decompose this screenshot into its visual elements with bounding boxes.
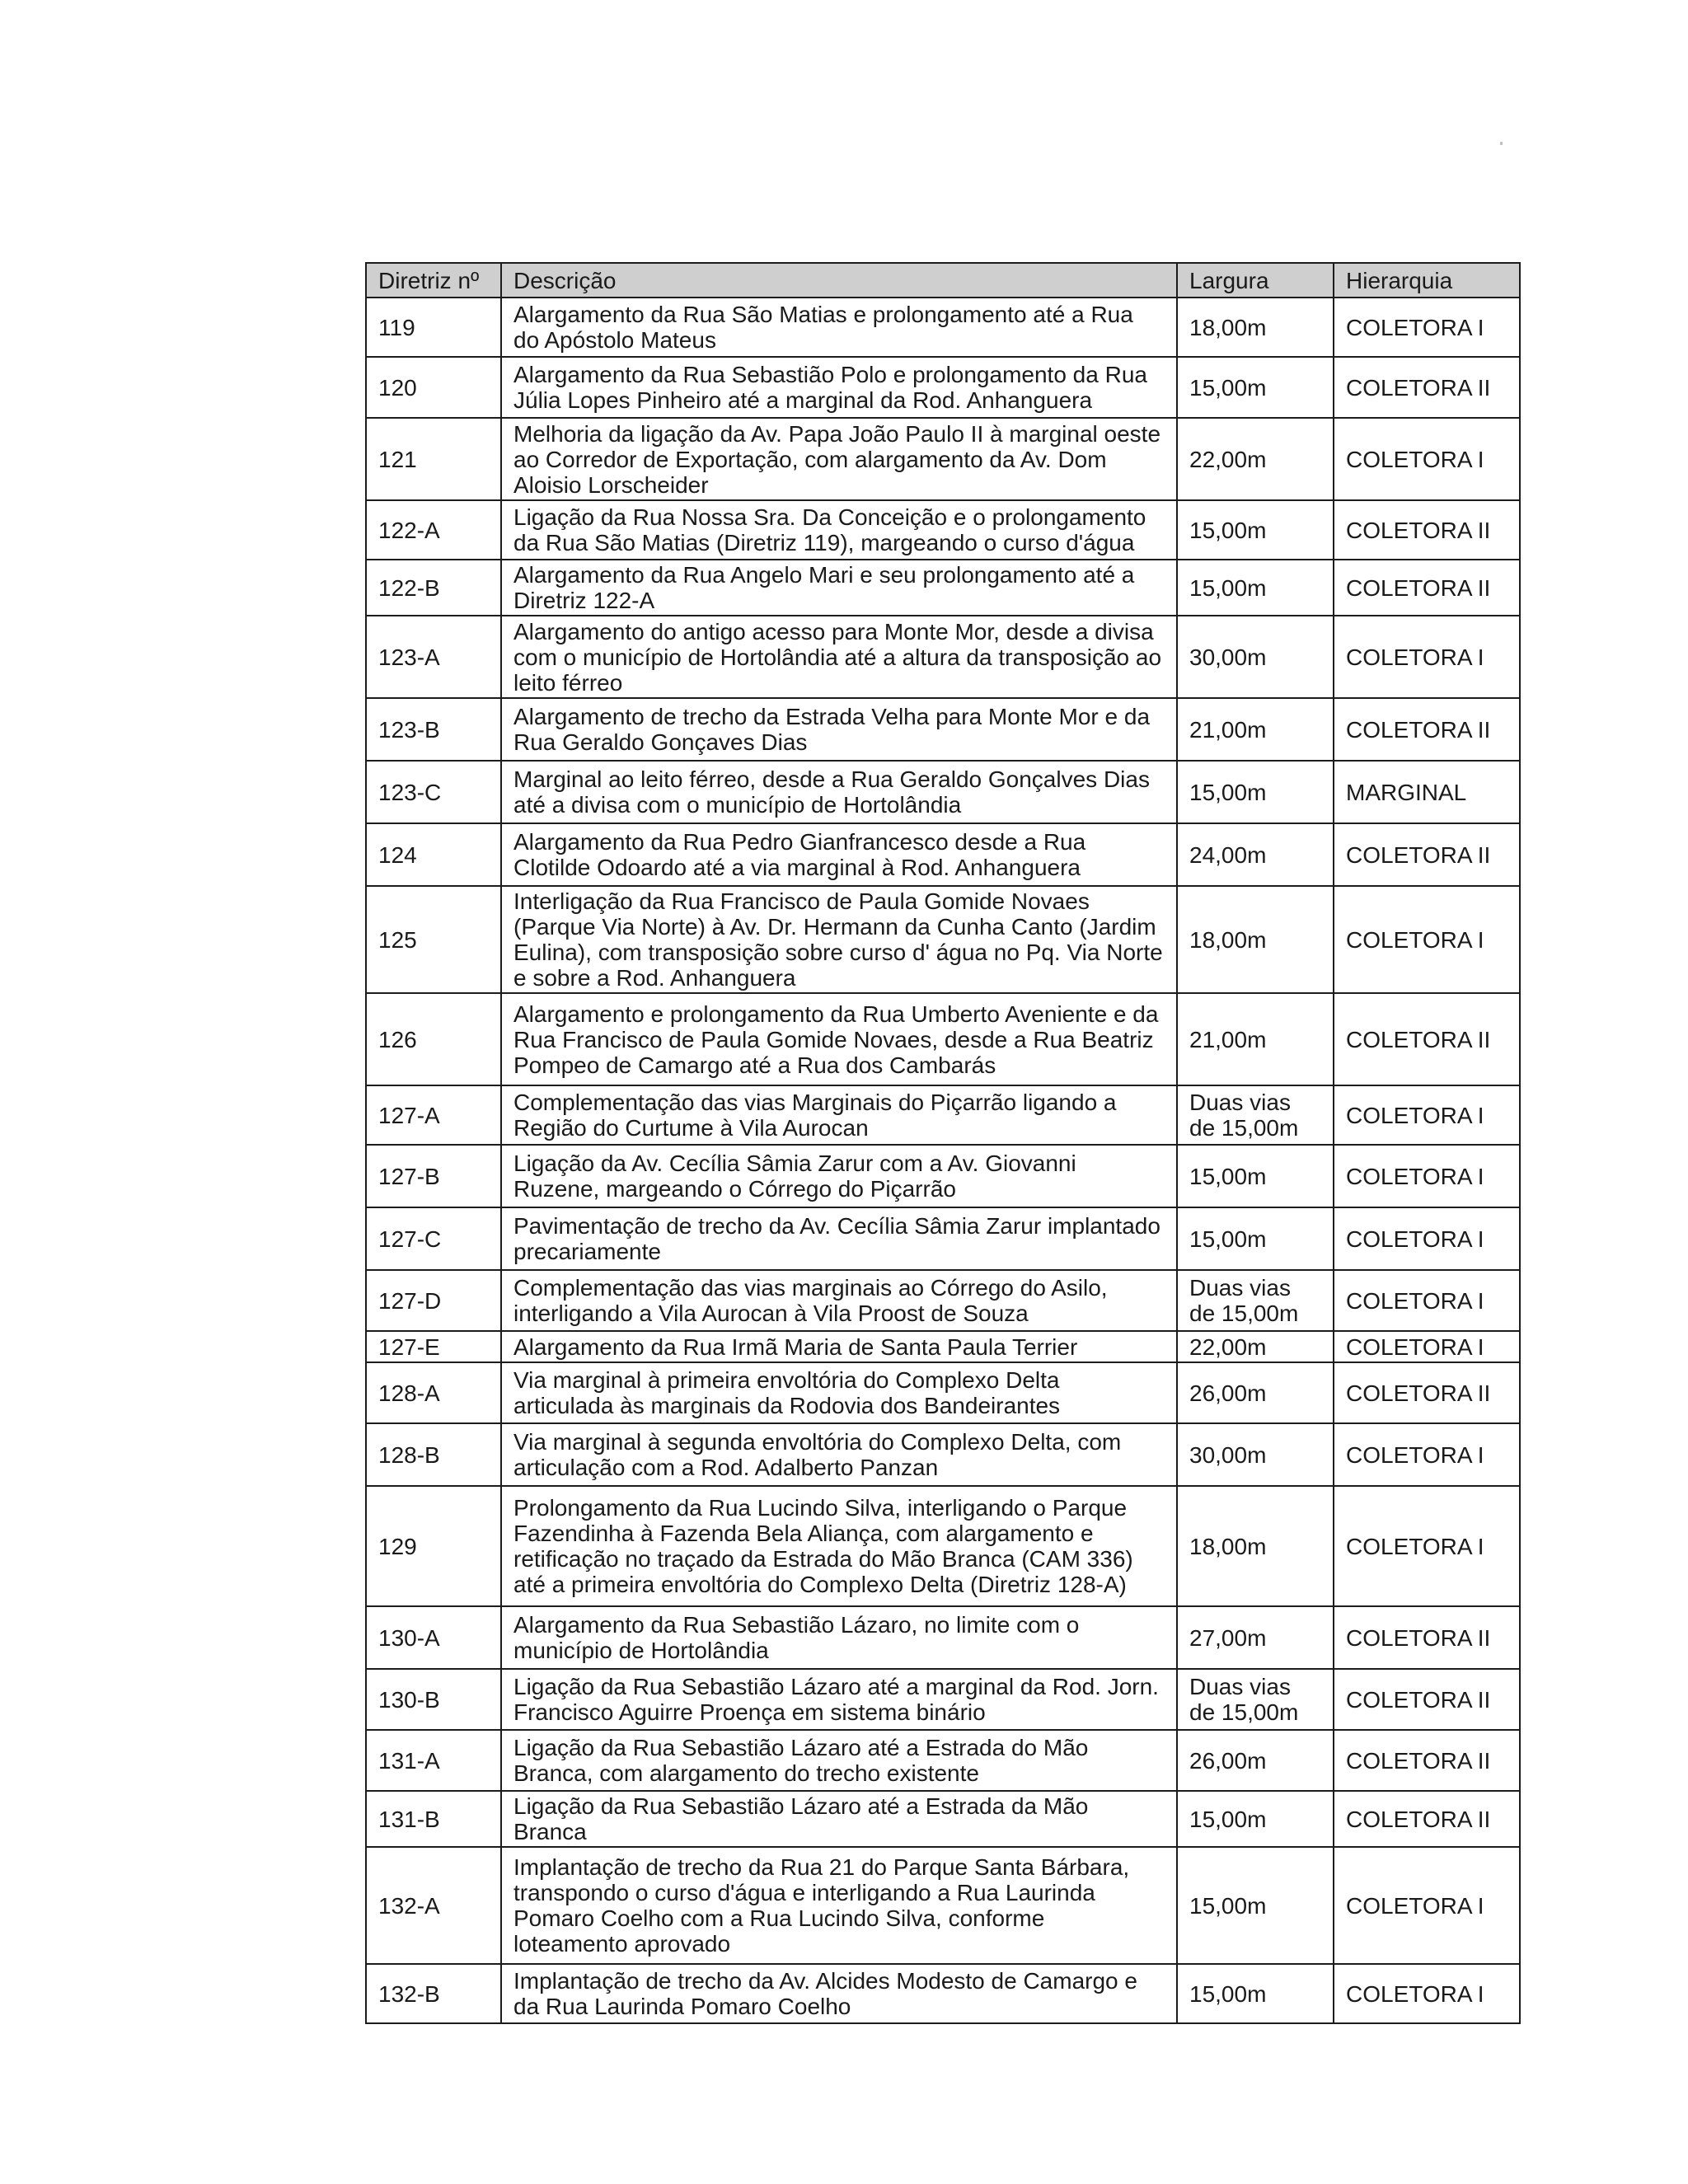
header-descricao: Descrição [501,263,1177,298]
largura-cell: 18,00m [1177,886,1334,993]
largura-cell: 15,00m [1177,560,1334,616]
descricao-cell: Via marginal à segunda envoltória do Complexo Delta, com articulação com a Rod. Adalberto Panzan [501,1423,1177,1486]
hierarquia-cell: COLETORA II [1334,1669,1520,1730]
largura-cell: Duas vias de 15,00m [1177,1669,1334,1730]
table-row [366,1791,1520,1847]
table-row [366,1085,1520,1145]
table-row [366,1964,1520,2023]
descricao-cell: Implantação de trecho da Av. Alcides Modesto de Camargo e da Rua Laurinda Pomaro Coelho [501,1964,1177,2023]
descricao-cell: Prolongamento da Rua Lucindo Silva, interligando o Parque Fazendinha à Fazenda Bela Aliança, com alargamento e retificação no traçado da Estrada do Mão Branca (CAM 336) até a primeira envoltória do Complexo Delta (Diretriz 128-A) [501,1486,1177,1606]
hierarquia-cell: COLETORA II [1334,1606,1520,1669]
diretriz-cell: 122-B [366,560,501,616]
largura-cell: 21,00m [1177,993,1334,1085]
largura-cell: 15,00m [1177,1145,1334,1207]
hierarquia-cell: COLETORA II [1334,1362,1520,1423]
largura-cell: 18,00m [1177,298,1334,357]
largura-cell: 15,00m [1177,500,1334,560]
diretriz-cell: 121 [366,418,501,500]
table-row [366,560,1520,616]
scan-speck [1500,142,1503,145]
largura-cell: 30,00m [1177,1423,1334,1486]
diretriz-cell: 128-A [366,1362,501,1423]
hierarquia-cell: COLETORA II [1334,357,1520,418]
table-row [366,886,1520,993]
table-row [366,1669,1520,1730]
diretriz-cell: 125 [366,886,501,993]
table-row [366,1331,1520,1362]
descricao-cell: Alargamento da Rua Angelo Mari e seu prolongamento até a Diretriz 122-A [501,560,1177,616]
hierarquia-cell: COLETORA I [1334,1964,1520,2023]
hierarquia-cell: COLETORA I [1334,418,1520,500]
hierarquia-cell: COLETORA II [1334,1791,1520,1847]
table-row [366,298,1520,357]
table-row [366,1423,1520,1486]
diretriz-cell: 123-B [366,698,501,761]
descricao-cell: Marginal ao leito férreo, desde a Rua Geraldo Gonçalves Dias até a divisa com o município de Hortolândia [501,761,1177,823]
table-row [366,418,1520,500]
descricao-cell: Ligação da Av. Cecília Sâmia Zarur com a Av. Giovanni Ruzene, margeando o Córrego do Piçarrão [501,1145,1177,1207]
header-diretriz: Diretriz nº [366,263,501,298]
diretriz-cell: 132-A [366,1847,501,1964]
descricao-cell: Ligação da Rua Sebastião Lázaro até a Estrada da Mão Branca [501,1791,1177,1847]
table-row [366,823,1520,886]
hierarquia-cell: COLETORA I [1334,298,1520,357]
header-hierarquia: Hierarquia [1334,263,1520,298]
hierarquia-cell: COLETORA II [1334,560,1520,616]
diretriz-cell: 130-B [366,1669,501,1730]
table-row [366,761,1520,823]
table-body [366,298,1520,2023]
hierarquia-cell: COLETORA I [1334,1847,1520,1964]
descricao-cell: Interligação da Rua Francisco de Paula Gomide Novaes (Parque Via Norte) à Av. Dr. Hermann da Cunha Canto (Jardim Eulina), com transposição sobre curso d' água no Pq. Via Norte e sobre a Rod. Anhanguera [501,886,1177,993]
hierarquia-cell: COLETORA II [1334,500,1520,560]
descricao-cell: Pavimentação de trecho da Av. Cecília Sâmia Zarur implantado precariamente [501,1207,1177,1270]
descricao-cell: Via marginal à primeira envoltória do Complexo Delta articulada às marginais da Rodovia dos Bandeirantes [501,1362,1177,1423]
hierarquia-cell: COLETORA II [1334,1730,1520,1791]
descricao-cell: Alargamento da Rua Sebastião Lázaro, no limite com o município de Hortolândia [501,1606,1177,1669]
descricao-cell: Ligação da Rua Sebastião Lázaro até a Estrada do Mão Branca, com alargamento do trecho existente [501,1730,1177,1791]
hierarquia-cell: COLETORA I [1334,616,1520,698]
hierarquia-cell: COLETORA I [1334,1085,1520,1145]
diretriz-cell: 119 [366,298,501,357]
largura-cell: 30,00m [1177,616,1334,698]
largura-cell: 18,00m [1177,1486,1334,1606]
table-row [366,1145,1520,1207]
table-row [366,698,1520,761]
header-row [366,263,1520,298]
largura-cell: 21,00m [1177,698,1334,761]
descricao-cell: Alargamento da Rua São Matias e prolongamento até a Rua do Apóstolo Mateus [501,298,1177,357]
diretrizes-table [365,262,1521,2024]
hierarquia-cell: COLETORA I [1334,886,1520,993]
diretriz-cell: 129 [366,1486,501,1606]
diretriz-cell: 127-C [366,1207,501,1270]
largura-cell: 15,00m [1177,1964,1334,2023]
largura-cell: 15,00m [1177,1207,1334,1270]
table-row [366,1847,1520,1964]
diretriz-cell: 132-B [366,1964,501,2023]
hierarquia-cell: COLETORA I [1334,1486,1520,1606]
table-row [366,993,1520,1085]
largura-cell: 15,00m [1177,1847,1334,1964]
largura-cell: 22,00m [1177,1331,1334,1362]
header-largura: Largura [1177,263,1334,298]
table-row [366,616,1520,698]
table-row [366,1486,1520,1606]
diretriz-cell: 127-D [366,1270,501,1331]
hierarquia-cell: COLETORA I [1334,1423,1520,1486]
largura-cell: 15,00m [1177,1791,1334,1847]
hierarquia-cell: COLETORA I [1334,1270,1520,1331]
diretriz-cell: 120 [366,357,501,418]
diretriz-cell: 127-B [366,1145,501,1207]
largura-cell: 24,00m [1177,823,1334,886]
diretriz-cell: 122-A [366,500,501,560]
diretriz-cell: 124 [366,823,501,886]
largura-cell: 22,00m [1177,418,1334,500]
diretriz-cell: 127-A [366,1085,501,1145]
table-row [366,1362,1520,1423]
largura-cell: 26,00m [1177,1362,1334,1423]
hierarquia-cell: COLETORA II [1334,823,1520,886]
largura-cell: Duas vias de 15,00m [1177,1085,1334,1145]
hierarquia-cell: COLETORA I [1334,1331,1520,1362]
diretriz-cell: 130-A [366,1606,501,1669]
diretriz-cell: 126 [366,993,501,1085]
diretriz-cell: 123-C [366,761,501,823]
table-row [366,1606,1520,1669]
hierarquia-cell: MARGINAL [1334,761,1520,823]
descricao-cell: Alargamento do antigo acesso para Monte Mor, desde a divisa com o município de Hortolândia até a altura da transposição ao leito férreo [501,616,1177,698]
table-row [366,1730,1520,1791]
largura-cell: 15,00m [1177,761,1334,823]
descricao-cell: Alargamento da Rua Irmã Maria de Santa Paula Terrier [501,1331,1177,1362]
descricao-cell: Alargamento e prolongamento da Rua Umberto Aveniente e da Rua Francisco de Paula Gomide Novaes, desde a Rua Beatriz Pompeo de Camargo até a Rua dos Cambarás [501,993,1177,1085]
hierarquia-cell: COLETORA I [1334,1207,1520,1270]
descricao-cell: Alargamento de trecho da Estrada Velha para Monte Mor e da Rua Geraldo Gonçaves Dias [501,698,1177,761]
table-row [366,500,1520,560]
diretriz-cell: 127-E [366,1331,501,1362]
descricao-cell: Complementação das vias marginais ao Córrego do Asilo, interligando a Vila Aurocan à Vila Proost de Souza [501,1270,1177,1331]
table-row [366,1207,1520,1270]
diretriz-cell: 131-A [366,1730,501,1791]
diretriz-cell: 128-B [366,1423,501,1486]
table-row [366,357,1520,418]
diretriz-cell: 123-A [366,616,501,698]
descricao-cell: Melhoria da ligação da Av. Papa João Paulo II à marginal oeste ao Corredor de Exportação, com alargamento da Av. Dom Aloisio Lorscheider [501,418,1177,500]
largura-cell: 26,00m [1177,1730,1334,1791]
table-row [366,1270,1520,1331]
descricao-cell: Implantação de trecho da Rua 21 do Parque Santa Bárbara, transpondo o curso d'água e interligando a Rua Laurinda Pomaro Coelho com a Rua Lucindo Silva, conforme loteamento aprovado [501,1847,1177,1964]
hierarquia-cell: COLETORA II [1334,698,1520,761]
largura-cell: 27,00m [1177,1606,1334,1669]
diretriz-cell: 131-B [366,1791,501,1847]
descricao-cell: Alargamento da Rua Pedro Gianfrancesco desde a Rua Clotilde Odoardo até a via marginal à Rod. Anhanguera [501,823,1177,886]
descricao-cell: Complementação das vias Marginais do Piçarrão ligando a Região do Curtume à Vila Aurocan [501,1085,1177,1145]
largura-cell: Duas vias de 15,00m [1177,1270,1334,1331]
descricao-cell: Ligação da Rua Nossa Sra. Da Conceição e o prolongamento da Rua São Matias (Diretriz 119), margeando o curso d'água [501,500,1177,560]
largura-cell: 15,00m [1177,357,1334,418]
hierarquia-cell: COLETORA II [1334,993,1520,1085]
descricao-cell: Ligação da Rua Sebastião Lázaro até a marginal da Rod. Jorn. Francisco Aguirre Proença em sistema binário [501,1669,1177,1730]
descricao-cell: Alargamento da Rua Sebastião Polo e prolongamento da Rua Júlia Lopes Pinheiro até a marginal da Rod. Anhanguera [501,357,1177,418]
hierarquia-cell: COLETORA I [1334,1145,1520,1207]
